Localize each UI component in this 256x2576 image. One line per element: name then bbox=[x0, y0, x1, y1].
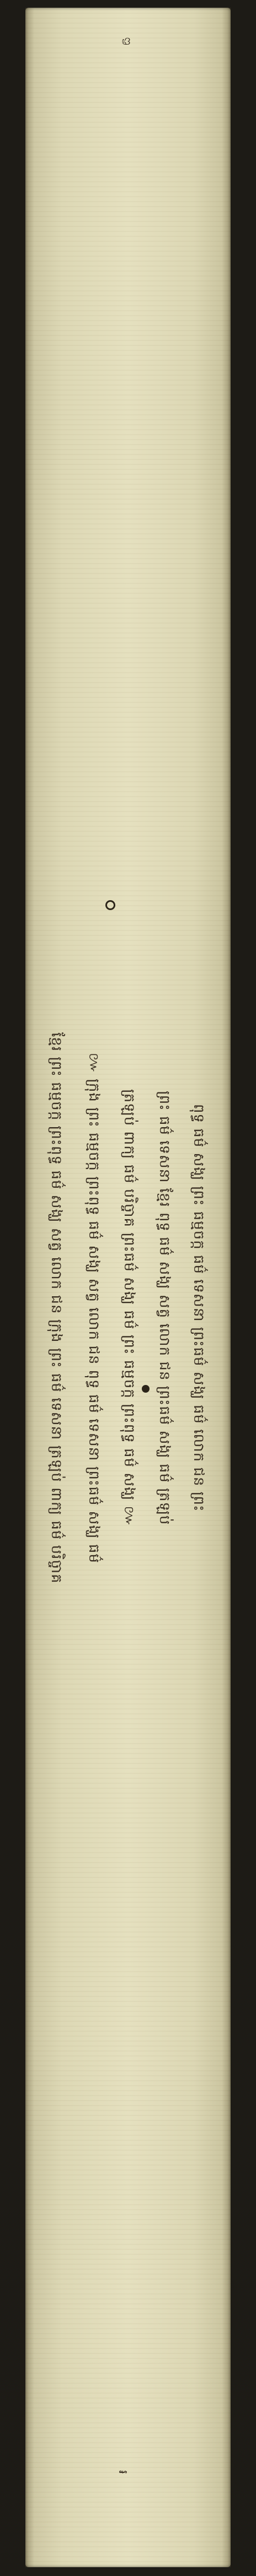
line-text: ៚ ក្រុង ព្រះ ធម្មចក្ក ព្រះពុទ្ធ ធម៌ សង្ឃ សត្វ លោក ជន ពុទ្ធ ធម៌ ទេសនា ព្រះធម៌ សង្ឃ ធម៌ bbox=[86, 1052, 102, 1563]
line-text: ពុទ្ធ ធម៌ សង្ឃ ព្រះ ធម្មចក្ក ធម៌ ទេសនា ព្រះធម៌ សង្ឃ ធម៌ លោក ជន ព្រះ bbox=[190, 1103, 207, 1512]
line-text: ព្រះ ធម៌ ទេសនា ខ្មែរ ពុទ្ធ ធម៌ សង្ឃ សត្វ លោក ជន ព្រះធម៌ សង្ឃ ធម៌ ត្រឡប់ bbox=[156, 1090, 173, 1525]
manuscript-line-1 bbox=[44, 90, 68, 2525]
line-text: ត្រឡប់ ពាក្យ ធម៌ បរិច្ចាគ ព្រះធម៌ សង្ឃ ធម៌ ព្រះ ធម្មចក្ក ព្រះពុទ្ធ ធម៌ សង្ឃ ៚ bbox=[121, 1089, 137, 1527]
manuscript-line-3 bbox=[117, 90, 141, 2525]
punctuation-ring bbox=[105, 900, 115, 910]
line-text: ខ្មែរ ព្រះ ធម្មចក្ក ព្រះពុទ្ធ ធម៌ សង្ឃ សត្វ លោក ជន ក្រុង ព្រះ ធម៌ ទេសនា ត្រឡប់ ពាក្យ ធម៌ បរិច្ចាគ bbox=[48, 1032, 65, 1584]
margin-mark: ᦗ bbox=[122, 37, 134, 45]
end-mark: ៛ bbox=[116, 2470, 130, 2474]
manuscript-line-5 bbox=[186, 90, 211, 2525]
punctuation-dot bbox=[142, 1385, 150, 1393]
manuscript-line-4 bbox=[152, 90, 177, 2525]
text-lines bbox=[25, 8, 231, 2567]
palm-leaf bbox=[25, 8, 231, 2567]
manuscript-line-2 bbox=[82, 90, 106, 2525]
